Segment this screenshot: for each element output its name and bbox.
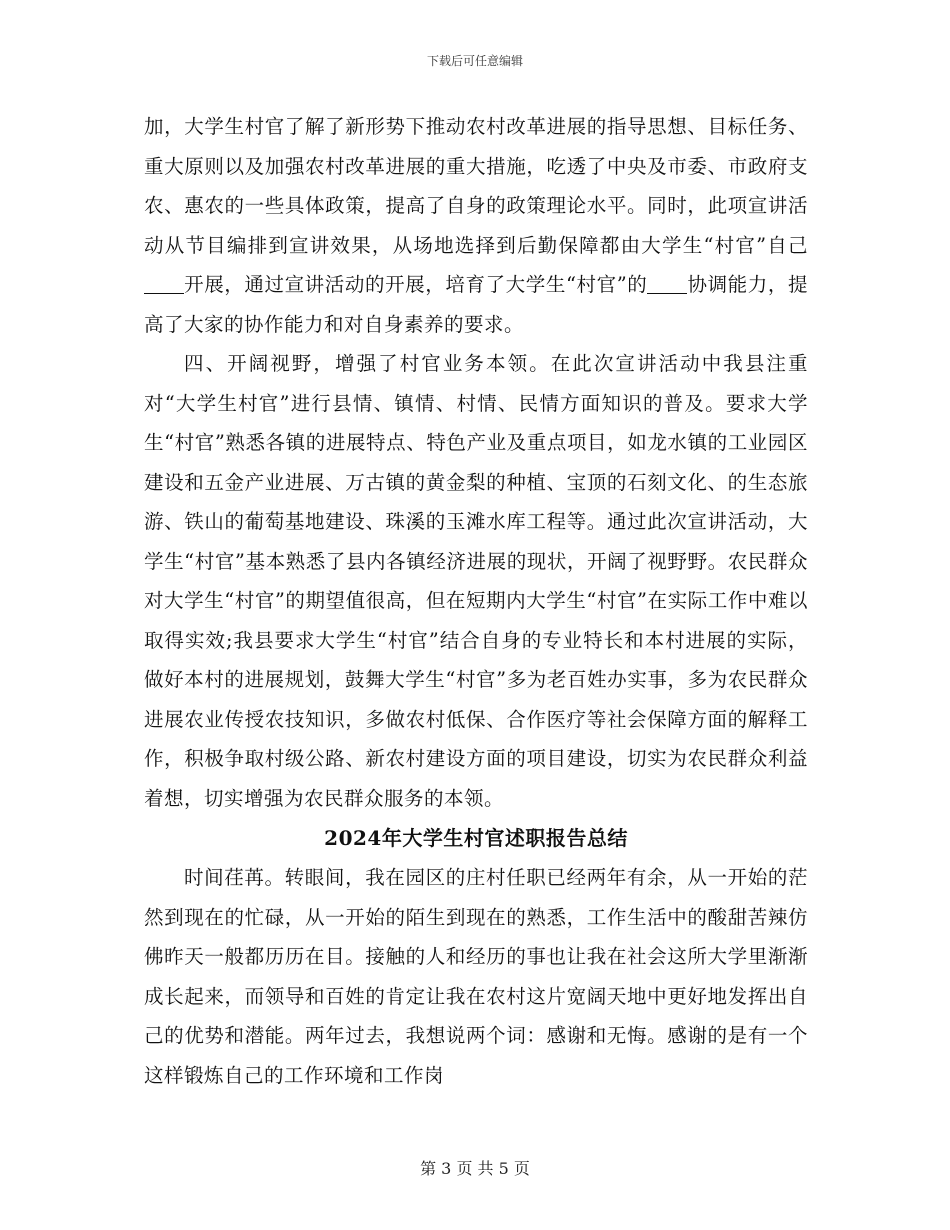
paragraph-continuation (144, 107, 808, 344)
paragraph-text: 加，大学生村官了解了新形势下推动农村改革进展的指导思想、目标任务、重大原则以及加强农村改革进展的重大措施，吃透了中央及市委、市政府支农、惠农的一些具体政策，提高了自身的政策理论水平。同时，此项宣讲活动从节目编排到宣讲效果，从场地选择到后勤保障都由大学生“村官”自己 (144, 115, 808, 257)
page-footer: 第 3 页 共 5 页 (420, 1159, 530, 1178)
page-header: 下载后可任意编辑 (426, 54, 523, 68)
document-body (144, 107, 808, 1095)
paragraph-section-four: 四、开阔视野，增强了村官业务本领。在此次宣讲活动中我县注重对“大学生村官”进行县情、镇情、村情、民情方面知识的普及。要求大学生“村官”熟悉各镇的进展特点、特色产业及重点项目，如龙水镇的工业园区建设和五金产业进展、万古镇的黄金梨的种植、宝顶的石刻文化、的生态旅游、铁山的葡萄基地建设、珠溪的玉滩水库工程等。通过此次宣讲活动，大学生“村官”基本熟悉了县内各镇经济进展的现状，开阔了视野野。农民群众对大学生“村官”的期望值很高，但在短期内大学生“村官”在实际工作中难以取得实效;我县要求大学生“村官”结合自身的专业特长和本村进展的实际，做好本村的进展规划，鼓舞大学生“村官”多为老百姓办实事，多为农民群众进展农业传授农技知识，多做农村低保、合作医疗等社会保障方面的解释工作，积极争取村级公路、新农村建设方面的项目建设，切实为农民群众利益着想，切实增强为农民群众服务的本领。 (144, 352, 808, 810)
paragraph-text: 开展，通过宣讲活动的开展，培育了大学生“村官”的 (184, 273, 648, 296)
paragraph-text: 协调能力，提高了大家的协作能力和对自身素养的要求。 (144, 273, 808, 336)
paragraph-report-intro: 时间荏苒。转眼间，我在园区的庄村任职已经两年有余，从一开始的茫然到现在的忙碌，从一开始的陌生到现在的熟悉，工作生活中的酸甜苦辣仿佛昨天一般都历历在目。接触的人和经历的事也让我在社会这所大学里渐渐成长起来，而领导和百姓的肯定让我在农村这片宽阔天地中更好地发挥出自己的优势和潜能。两年过去，我想说两个词：感谢和无悔。感谢的是有一个这样锻炼自己的工作环境和工作岗 (144, 866, 808, 1087)
fill-in-blank (144, 273, 184, 294)
report-title: 2024年大学生村官述职报告总结 (324, 826, 628, 850)
fill-in-blank (647, 273, 687, 294)
